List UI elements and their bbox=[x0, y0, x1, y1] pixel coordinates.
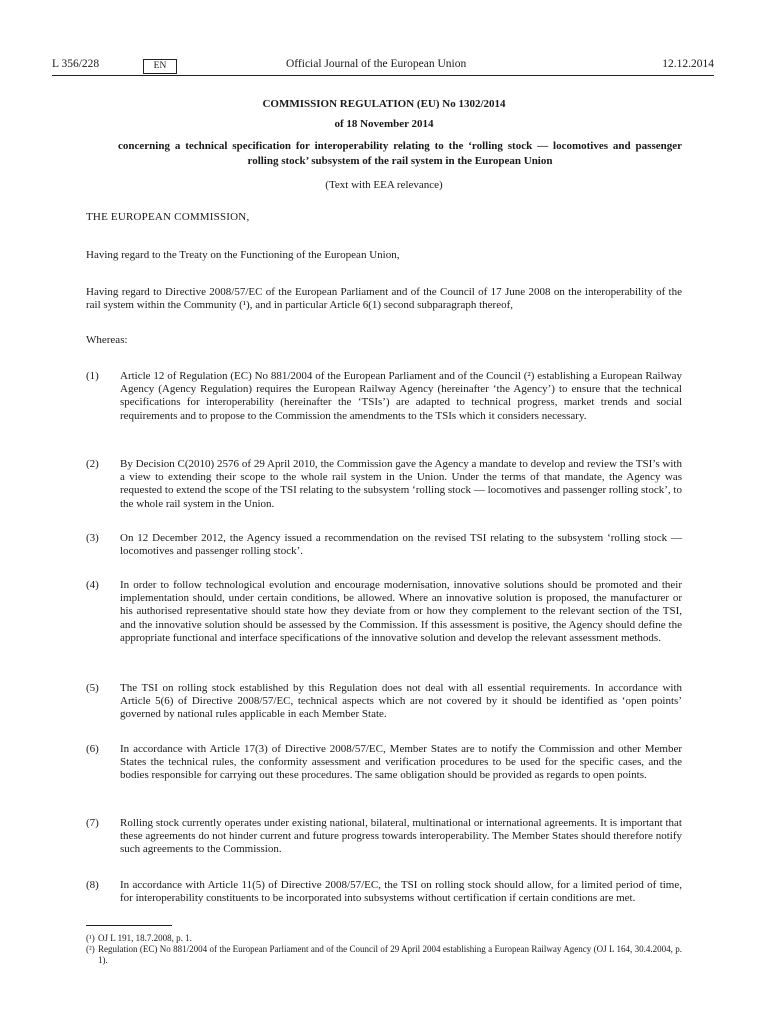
preamble-directive: Having regard to Directive 2008/57/EC of the European Parliament and of the Council of 17 June 2008 on the interoperability of the rail system within the Community (¹), and in particular Article 6(1) second subparagraph thereof, bbox=[86, 286, 682, 311]
footnote-text: OJ L 191, 18.7.2008, p. 1. bbox=[98, 933, 192, 943]
recital-text: Article 12 of Regulation (EC) No 881/2004 of the European Parliament and of the Council (²) establishing a European Railway Agency (Agency Regulation) requires the European Railway Agency (hereinafter ‘the Agency’) to ensure that the technical specifications for interoperability (hereinafter the ‘TSIs’) are adapted to technical progress, market trends and social requirements and to propose to the Commission the amendments to the TSIs which it considers necessary. bbox=[120, 370, 682, 422]
recital-5 bbox=[86, 682, 682, 722]
recital-text: By Decision C(2010) 2576 of 29 April 2010, the Commission gave the Agency a mandate to develop and review the TSI’s with a view to extending their scope to the whole rail system in the Union. Under the terms of that mandate, the Agency was requested to extend the scope of the TSI relating to the subsystem ‘rolling stock — locomotives and passenger rolling stock’, to the whole rail system in the Union. bbox=[120, 458, 682, 510]
footnote-number: (¹) bbox=[86, 933, 95, 943]
journal-title: Official Journal of the European Union bbox=[286, 58, 467, 70]
recital-number: (2) bbox=[86, 458, 99, 470]
footnote-text: Regulation (EC) No 881/2004 of the European Parliament and of the Council of 29 April 2004 establishing a European Railway Agency (OJ L 164, 30.4.2004, p. 1). bbox=[98, 944, 682, 965]
recital-text: On 12 December 2012, the Agency issued a recommendation on the revised TSI relating to the subsystem ‘rolling stock — locomotives and passenger rolling stock’. bbox=[120, 532, 682, 558]
recital-4 bbox=[86, 579, 682, 645]
preamble-commission: THE EUROPEAN COMMISSION, bbox=[86, 211, 250, 223]
recital-number: (3) bbox=[86, 532, 99, 544]
footnote-2 bbox=[86, 944, 682, 966]
recital-7 bbox=[86, 817, 682, 857]
recital-text: In accordance with Article 11(5) of Directive 2008/57/EC, the TSI on rolling stock should allow, for a limited period of time, for interoperability constituents to be incorporated into subsystems without certification if certain conditions are met. bbox=[120, 879, 682, 905]
recital-6 bbox=[86, 743, 682, 783]
footnote-number: (²) bbox=[86, 944, 95, 954]
eea-relevance: (Text with EEA relevance) bbox=[325, 179, 443, 191]
publication-date: 12.12.2014 bbox=[662, 58, 714, 70]
recital-number: (5) bbox=[86, 682, 99, 694]
recital-8 bbox=[86, 879, 682, 905]
language-badge: EN bbox=[143, 59, 177, 74]
page-reference: L 356/228 bbox=[52, 58, 100, 70]
recital-text: The TSI on rolling stock established by this Regulation does not deal with all essential requirements. In accordance with Article 5(6) of Directive 2008/57/EC, technical aspects which are not covered by it should be identified as ‘open points’ governed by national rules applicable in each Member State. bbox=[120, 682, 682, 721]
recital-text: Rolling stock currently operates under existing national, bilateral, multinational or international agreements. It is important that these agreements do not hinder current and future progress towards interoperability. The Member States should therefore notify such agreements to the Commission. bbox=[120, 817, 682, 856]
footnote-divider bbox=[86, 925, 172, 926]
recital-text: In accordance with Article 17(3) of Directive 2008/57/EC, Member States are to notify the Commission and other Member States the technical rules, the conformity assessment and verification procedures to be used for the specific cases, and the bodies responsible for carrying out these procedures. The same obligation should be provided as regards to open points. bbox=[120, 743, 682, 782]
recital-number: (6) bbox=[86, 743, 99, 755]
recital-text: In order to follow technological evolution and encourage modernisation, innovative solutions should be promoted and their implementation should, under certain conditions, be allowed. Where an innovative solution is proposed, the manufacturer or his authorised representative should state how they deviate from or how they complement to the relevant section of the TSI, and the innovative solution should be assessed by the Commission. If this assessment is positive, the Agency should define the appropriate functional and interface specifications of the innovative solution and develop the relevant assessment methods. bbox=[120, 579, 682, 644]
recital-number: (1) bbox=[86, 370, 99, 382]
regulation-title: COMMISSION REGULATION (EU) No 1302/2014 bbox=[262, 98, 506, 110]
recital-number: (7) bbox=[86, 817, 99, 829]
recital-number: (4) bbox=[86, 579, 99, 591]
recital-2 bbox=[86, 458, 682, 511]
regulation-date: of 18 November 2014 bbox=[334, 118, 434, 130]
preamble-treaty: Having regard to the Treaty on the Functioning of the European Union, bbox=[86, 249, 400, 261]
header-divider bbox=[52, 75, 714, 76]
journal-header bbox=[52, 56, 714, 76]
regulation-subject: concerning a technical specification for interoperability relating to the ‘rolling stock — locomotives and passenger rolling stock’ subsystem of the rail system in the European Union bbox=[118, 140, 682, 167]
recital-number: (8) bbox=[86, 879, 99, 891]
footnote-1 bbox=[86, 933, 682, 944]
recital-3 bbox=[86, 532, 682, 558]
recital-1 bbox=[86, 370, 682, 423]
preamble-whereas: Whereas: bbox=[86, 334, 128, 346]
